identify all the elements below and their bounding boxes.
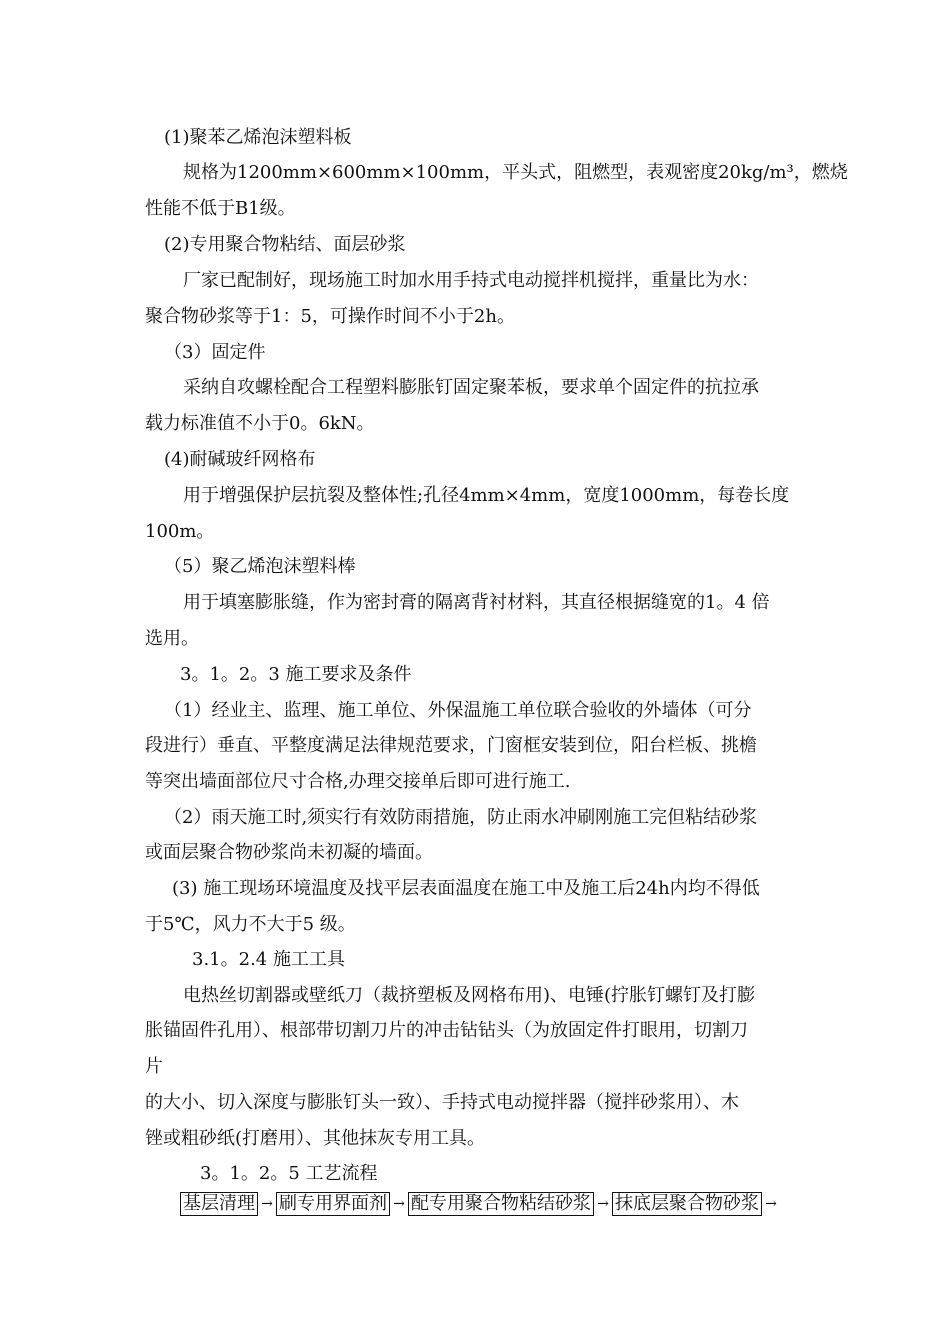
- text-line: 聚合物砂浆等于1：5，可操作时间不小于2h。: [145, 306, 515, 327]
- text-line: 于5℃，风力不大于5 级。: [145, 914, 356, 935]
- text-line: (3) 施工现场环境温度及找平层表面温度在施工中及施工后24h内均不得低: [172, 878, 760, 899]
- flow-step-interface-agent: 刷专用界面剂: [276, 1192, 390, 1216]
- arrow-icon: →: [393, 1196, 405, 1212]
- text-line: 3。1。2。3 施工要求及条件: [180, 664, 412, 685]
- text-line: 用于填塞膨胀缝，作为密封膏的隔离背衬材料，其直径根据缝宽的1。4 倍: [183, 592, 770, 613]
- flow-step-base-coat-mortar: 抹底层聚合物砂浆: [612, 1192, 762, 1216]
- text-line: 用于增强保护层抗裂及整体性;孔径4mm×4mm，宽度1000mm，每卷长度: [183, 485, 790, 506]
- text-line: 的大小、切入深度与膨胀钉头一致）、手持式电动搅拌器（搅拌砂浆用）、木: [145, 1092, 739, 1113]
- text-line: 段进行）垂直、平整度满足法律规范要求，门窗框安装到位，阳台栏板、挑檐: [145, 735, 757, 756]
- text-line: 或面层聚合物砂浆尚未初凝的墙面。: [145, 842, 433, 863]
- text-line: 胀锚固件孔用）、根部带切割刀片的冲击钻钻头（为放固定件打眼用，切割刀: [145, 1020, 748, 1041]
- text-line: 锉或粗砂纸(打磨用）、其他抹灰专用工具。: [145, 1128, 486, 1149]
- text-line: 片: [145, 1056, 163, 1077]
- text-line: 性能不低于B1级。: [145, 198, 296, 219]
- text-line: 等突出墙面部位尺寸合格,办理交接单后即可进行施工.: [145, 771, 571, 792]
- arrow-icon: →: [261, 1196, 273, 1212]
- text-line: 载力标准值不小于0。6kN。: [145, 413, 375, 434]
- text-line: 规格为1200mm×600mm×100mm，平头式，阻燃型，表观密度20kg/m³，燃烧: [183, 162, 848, 183]
- flow-step-bonding-mortar: 配专用聚合物粘结砂浆: [408, 1192, 594, 1216]
- text-line: 3.1。2.4 施工工具: [192, 949, 345, 970]
- text-line: (4)耐碱玻纤网格布: [164, 449, 316, 470]
- arrow-icon: →: [597, 1196, 609, 1212]
- text-line: （5）聚乙烯泡沫塑料棒: [164, 556, 356, 577]
- text-line: 采纳自攻螺栓配合工程塑料膨胀钉固定聚苯板，要求单个固定件的抗拉承: [183, 377, 759, 398]
- text-line: (2)专用聚合物粘结、面层砂浆: [164, 234, 406, 255]
- text-line: （1）经业主、监理、施工单位、外保温施工单位联合验收的外墙体（可分: [164, 700, 752, 721]
- text-line: 100m。: [145, 521, 215, 542]
- text-line: 电热丝切割器或壁纸刀（裁挤塑板及网格布用)、电锤(拧胀钉螺钉及打膨: [183, 985, 756, 1006]
- process-flow: [180, 1192, 780, 1216]
- arrow-icon: →: [765, 1196, 777, 1212]
- text-line: 选用。: [145, 628, 199, 649]
- text-line: 3。1。2。5 工艺流程: [200, 1163, 378, 1184]
- text-line: (1)聚苯乙烯泡沫塑料板: [164, 127, 352, 148]
- text-line: （2）雨天施工时,须实行有效防雨措施，防止雨水冲刷刚施工完但粘结砂浆: [164, 807, 758, 828]
- text-line: 厂家已配制好，现场施工时加水用手持式电动搅拌机搅拌，重量比为水：: [183, 270, 759, 291]
- flow-step-base-cleaning: 基层清理: [180, 1192, 258, 1216]
- text-line: （3）固定件: [164, 342, 266, 363]
